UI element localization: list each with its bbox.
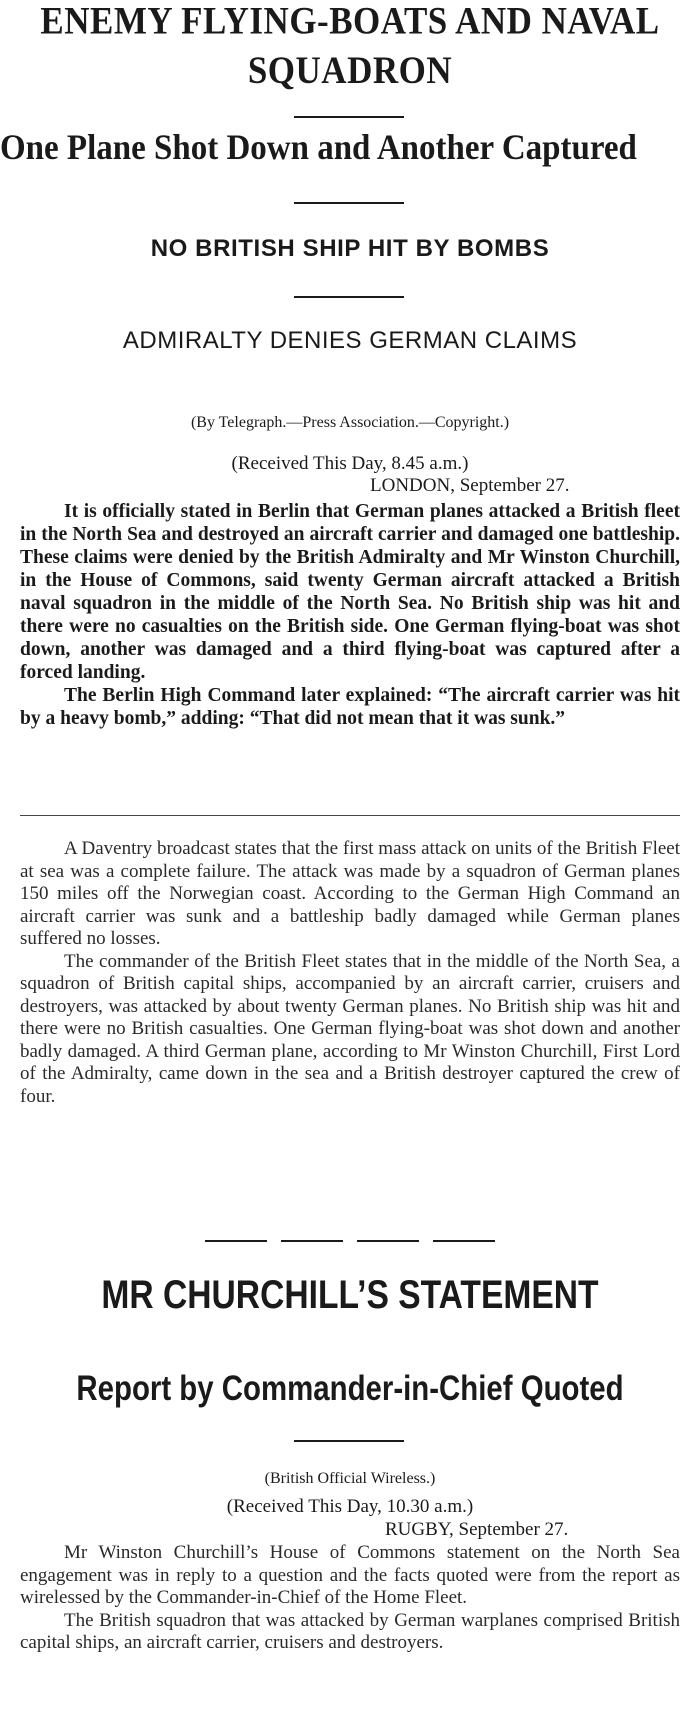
separator-line [20,815,680,816]
daventry-report [0,838,700,1108]
body-paragraph: It is officially stated in Berlin that German planes attacked a British fleet in the North Sea and destroyed an aircraft carrier and damaged one battleship. These claims were denied by the British Admiralty and Mr Winston Churchill, in the House of Commons, said twenty German aircraft attacked a British naval squadron in the middle of the North Sea. No British ship was hit and there were no casualties on the British side. One German flying-boat was shot down, another was damaged and a third flying-boat was captured after a forced landing. [20,501,680,683]
body-paragraph: The commander of the British Fleet states that in the middle of the North Sea, a squadron of British capital ships, accompanied by an aircraft carrier, cruisers and destroyers, was attacked by about twenty German planes. No British ship was hit and there were no British casualties. One German flying-boat was shot down and another badly damaged. A third German plane, according to Mr Winston Churchill, First Lord of the Admiralty, came down in the sea and a British destroyer captured the crew of four. [20,950,680,1107]
divider-rule [294,1440,404,1442]
headline-text: MR CHURCHILL’S STATEMENT [101,1273,599,1317]
body-paragraph: The Berlin High Command later explained: “The aircraft carrier was hit by a heavy bomb,” adding: “That did not mean that it was sunk.” [20,685,680,729]
credit-line: (British Official Wireless.) [264,1470,436,1487]
subheadline [0,128,700,168]
headline [0,2,700,90]
headline-text: ENEMY FLYING-BOATS AND NAVAL SQUADRON [40,0,660,92]
deck-text: ADMIRALTY DENIES GERMAN CLAIMS [122,327,578,354]
credit-line: (By Telegraph.—Press Association.—Copyright.) [190,414,510,431]
received-line: (Received This Day, 10.30 a.m.) [226,1496,474,1517]
received-line: (Received This Day, 8.45 a.m.) [231,453,469,474]
section-divider [0,1240,700,1242]
headline [0,1272,700,1318]
divider-rule [294,116,404,118]
deck-text: NO BRITISH SHIP HIT BY BOMBS [150,235,550,262]
article-body [0,1542,700,1655]
subheadline [0,1368,700,1410]
deck-no-british-ship [0,234,700,264]
body-paragraph: The British squadron that was attacked by German warplanes comprised British capital ships, an aircraft carrier, cruisers and destroyers. [20,1609,680,1653]
dateline: LONDON, September 27. [370,475,570,496]
subheadline-text: Report by Commander-in-Chief Quoted [76,1369,624,1408]
body-paragraph: Mr Winston Churchill’s House of Commons statement on the North Sea engagement was in reply to a question and the facts quoted were from the report as wirelessed by the Commander-in-Chief of the Home Fleet. [20,1542,680,1608]
body-paragraph: A Daventry broadcast states that the first mass attack on units of the British Fleet at sea was a complete failure. The attack was made by a squadron of German planes 150 miles off the Norwegian coast. According to the German High Command an aircraft carrier was sunk and a battleship badly damaged while German planes suffered no losses. [20,838,680,949]
article-body [0,500,700,730]
dateline: RUGBY, September 27. [385,1519,569,1540]
divider-rule [294,296,404,298]
deck-admiralty-denies [0,326,700,356]
subheadline-text: One Plane Shot Down and Another Captured [0,128,637,168]
divider-rule [294,202,404,204]
